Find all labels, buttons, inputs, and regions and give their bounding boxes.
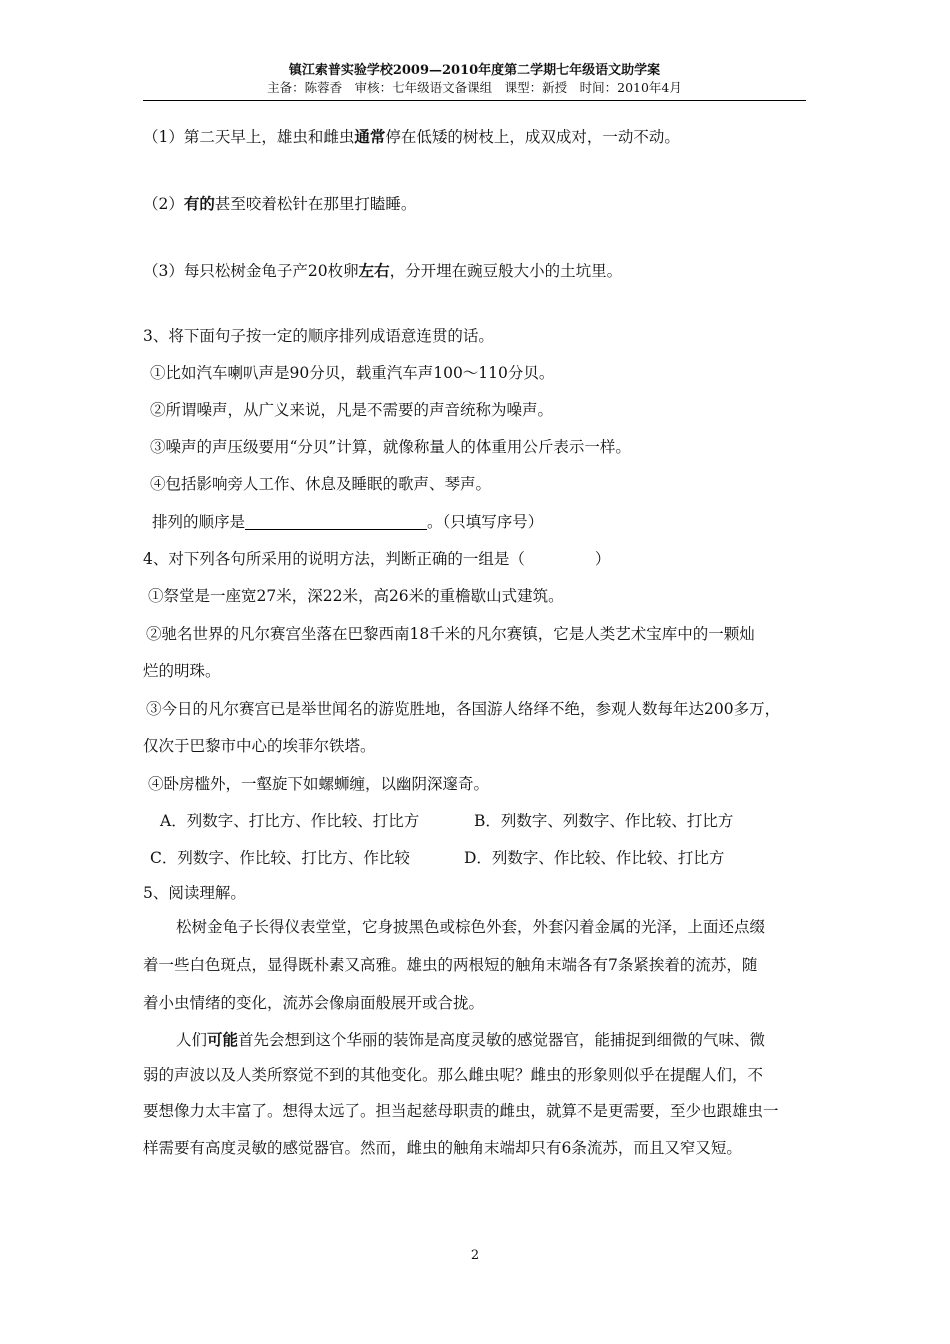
page-header — [143, 62, 806, 96]
q3-answer-blank[interactable] — [245, 514, 427, 530]
q4-stem-text: 4、对下列各句所采用的说明方法，判断正确的一组是（ — [143, 550, 525, 568]
q2-item-3-text-a: （3）每只松树金龟子产20枚卵 — [143, 262, 359, 280]
q2-item-3-text-b: ，分开埋在豌豆般大小的土坑里。 — [389, 262, 623, 280]
q3-item-2: ②所谓噪声，从广义来说，凡是不需要的声音统称为噪声。 — [150, 401, 554, 419]
q2-item-2-text-b: 甚至咬着松针在那里打瞌睡。 — [214, 195, 417, 213]
q4-item-3-cont: 仅次于巴黎市中心的埃菲尔铁塔。 — [143, 737, 376, 755]
q5-stem: 5、阅读理解。 — [143, 884, 246, 902]
q2-item-2-emphasis: 有的 — [183, 194, 215, 213]
page-number: 2 — [470, 1248, 480, 1263]
header-meta: 主备：陈蓉香 审核：七年级语文备课组 课型：新授 时间：2010年4月 — [267, 80, 682, 95]
q3-item-4: ④包括影响旁人工作、休息及睡眠的歌声、琴声。 — [150, 475, 492, 493]
q2-item-1-text-b: 停在低矮的树枝上，成双成对，一动不动。 — [385, 128, 680, 146]
q4-item-4: ④卧房槛外，一壑旋下如螺蛳缠，以幽阴深邃奇。 — [148, 775, 490, 793]
q2-item-2 — [143, 193, 416, 215]
q4-stem — [143, 548, 610, 570]
q5-p2-line-4: 样需要有高度灵敏的感觉器官。然而，雌虫的触角末端却只有6条流苏，而且又窄又短。 — [143, 1139, 742, 1157]
q5-p1-line-3: 着小虫情绪的变化，流苏会像扇面般展开或合拢。 — [143, 994, 485, 1012]
q2-item-1-text-a: （1）第二天早上，雄虫和雌虫 — [143, 128, 355, 146]
q4-item-1: ①祭堂是一座宽27米，深22米，高26米的重檐歇山式建筑。 — [148, 587, 564, 605]
header-divider — [143, 100, 806, 101]
q4-item-2-cont: 烂的明珠。 — [143, 662, 221, 680]
q5-p2-line-2: 弱的声波以及人类所察觉不到的其他变化。那么雌虫呢？雌虫的形象则似乎在提醒人们，不 — [143, 1066, 764, 1084]
q5-p1-line-2: 着一些白色斑点，显得既朴素又高雅。雄虫的两根短的触角末端各有7条紧挨着的流苏，随 — [143, 956, 758, 974]
q2-item-3-emphasis: 左右 — [358, 261, 390, 280]
q5-p1-line-1: 松树金龟子长得仪表堂堂，它身披黑色或棕色外套，外套闪着金属的光泽，上面还点缀 — [176, 918, 766, 936]
q4-option-c: C．列数字、作比较、打比方、作比较 — [150, 849, 410, 867]
q4-option-a: A．列数字、打比方、作比较、打比方 — [160, 812, 420, 830]
q5-p2-text-b: 首先会想到这个华丽的装饰是高度灵敏的感觉器官，能捕捉到细微的气味、微 — [238, 1031, 766, 1049]
q3-item-3: ③噪声的声压级要用“分贝”计算，就像称量人的体重用公斤表示一样。 — [150, 438, 631, 456]
q5-p2-emphasis: 可能 — [207, 1030, 239, 1049]
q5-p2-line-1 — [176, 1029, 765, 1051]
q3-item-1: ①比如汽车喇叭声是90分贝，载重汽车声100～110分贝。 — [150, 364, 555, 382]
q3-answer-line — [152, 511, 543, 533]
q3-stem: 3、将下面句子按一定的顺序排列成语意连贯的话。 — [143, 327, 494, 345]
q3-answer-note: 。（只填写序号） — [427, 513, 544, 531]
q2-item-3 — [143, 260, 622, 282]
q2-item-1 — [143, 126, 680, 148]
header-title: 镇江索普实验学校2009—2010年度第二学期七年级语文助学案 — [288, 63, 661, 78]
q2-item-1-emphasis: 通常 — [354, 127, 386, 146]
q5-p2-text-a: 人们 — [176, 1031, 208, 1049]
q5-p2-line-3: 要想像力太丰富了。想得太远了。担当起慈母职责的雌虫，就算不是更需要，至少也跟雄虫一 — [143, 1102, 779, 1120]
q4-item-3: ③今日的凡尔赛宫已是举世闻名的游览胜地，各国游人络绎不绝，参观人数每年达200多万， — [146, 700, 781, 718]
q4-item-2: ②驰名世界的凡尔赛宫坐落在巴黎西南18千米的凡尔赛镇，它是人类艺术宝库中的一颗灿 — [146, 625, 755, 643]
q2-item-2-text-a: （2） — [143, 195, 184, 213]
q3-answer-label: 排列的顺序是 — [152, 513, 246, 531]
q4-option-b: B．列数字、列数字、作比较、打比方 — [474, 812, 734, 830]
q4-stem-close: ） — [594, 550, 611, 568]
q4-option-d: D．列数字、作比较、作比较、打比方 — [464, 849, 725, 867]
